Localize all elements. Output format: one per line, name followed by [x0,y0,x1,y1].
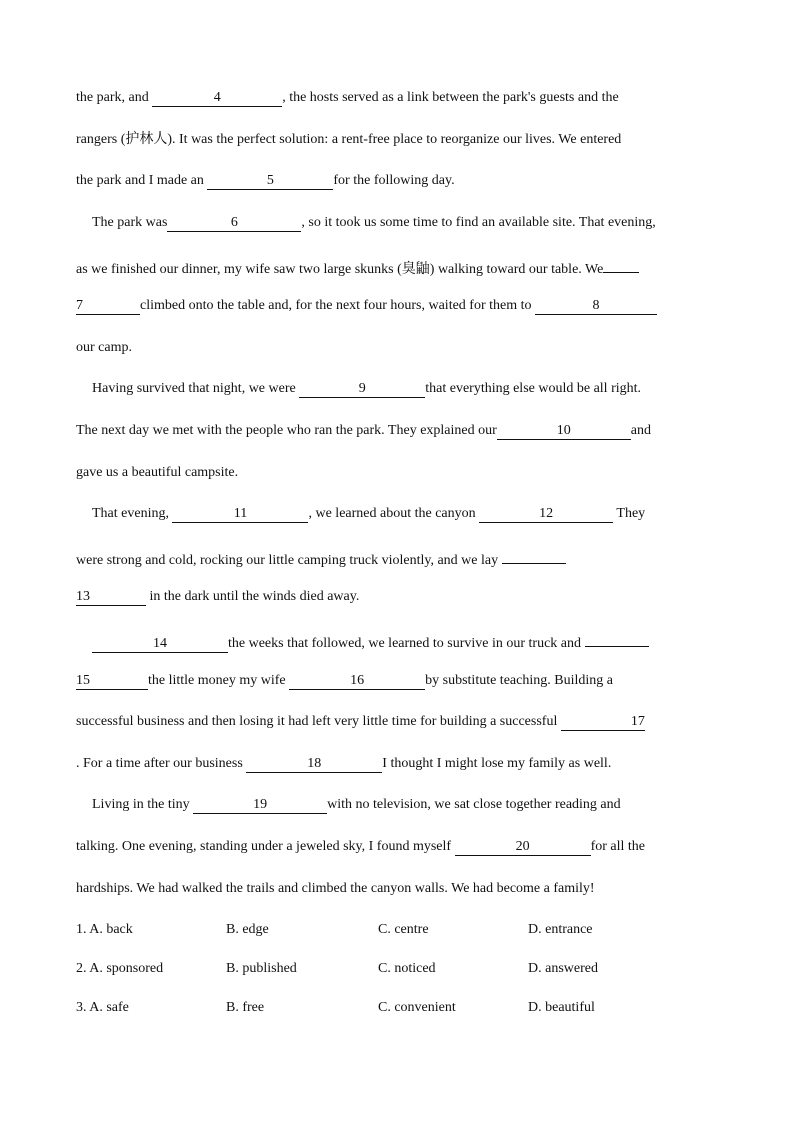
answer-blank: 9 [299,381,425,398]
answer-blank: 12 [479,506,613,523]
passage-text: Having survived that night, we were [92,381,300,396]
option-d: D. entrance [528,922,593,937]
passage-line [76,880,718,898]
passage-text: gave us a beautiful campsite. [76,465,239,480]
answer-blank: 4 [152,90,282,107]
passage-line [76,380,734,398]
answer-blank: 13 [76,589,146,606]
passage-text: That evening, [92,506,173,521]
passage-text: the park, and [76,90,153,105]
passage-text: for all the [590,839,645,854]
answer-blank: 19 [193,797,327,814]
passage-line [76,422,718,440]
answer-blank [502,547,566,564]
option-a: 3. A. safe [76,1000,129,1015]
passage-line [76,755,718,773]
answer-blank: 14 [92,636,228,653]
answer-blank: 18 [246,756,382,773]
passage-line [76,172,718,190]
passage-line [76,214,734,232]
passage-text: , we learned about the canyon [308,506,480,521]
passage-text: I thought I might lose my family as well. [382,756,612,771]
passage-line [76,838,718,856]
passage-text: our camp. [76,340,132,355]
passage-line [76,297,718,315]
passage-text: The next day we met with the people who ran the park. They explained our [76,423,497,438]
passage-text: were strong and cold, rocking our little camping truck violently, and we lay [76,553,502,568]
passage-text: the little money my wife [148,673,290,688]
answer-blank [603,256,639,273]
passage-line [76,89,718,107]
answer-blank: 5 [207,173,333,190]
passage-line [76,672,718,690]
passage-text: Living in the tiny [92,797,194,812]
passage-text: They [613,506,646,521]
option-b: B. free [226,1000,265,1015]
passage-text: with no television, we sat close together reading and [327,797,621,812]
answer-blank: 17 [561,714,645,731]
passage-line [76,256,718,279]
passage-line [76,713,718,731]
passage-line [76,131,718,149]
passage-text: successful business and then losing it had left very little time for building a successful [76,714,561,729]
passage-text: that everything else would be all right. [425,381,642,396]
answer-blank: 16 [289,673,425,690]
answer-blank: 10 [497,423,631,440]
answer-blank: 6 [167,215,301,232]
answer-blank: 8 [535,298,657,315]
passage-line [76,588,718,606]
passage-text: The park was [92,215,168,230]
option-d: D. answered [528,961,598,976]
answer-blank [585,630,649,647]
option-a: 1. A. back [76,922,133,937]
passage-text: in the dark until the winds died away. [146,589,360,604]
answer-blank: 20 [455,839,591,856]
passage-line [76,796,734,814]
option-b: B. published [226,961,297,976]
option-c: C. noticed [378,961,436,976]
passage-text: talking. One evening, standing under a jeweled sky, I found myself [76,839,455,854]
option-b: B. edge [226,922,269,937]
passage-line [76,547,718,570]
option-d: D. beautiful [528,1000,595,1015]
passage-line [76,630,734,653]
answer-blank: 11 [172,506,308,523]
passage-text: hardships. We had walked the trails and climbed the canyon walls. We had become a family! [76,881,595,896]
passage-text: . For a time after our business [76,756,247,771]
passage-text: as we finished our dinner, my wife saw two large skunks (臭鼬) walking toward our table. We [76,262,604,277]
passage-text: the weeks that followed, we learned to survive in our truck and [228,636,585,651]
passage-text: climbed onto the table and, for the next four hours, waited for them to [140,298,536,313]
passage-text: and [630,423,651,438]
passage-line [76,464,718,482]
option-c: C. centre [378,922,429,937]
passage-line [76,339,718,357]
passage-text: by substitute teaching. Building a [425,673,613,688]
option-c: C. convenient [378,1000,456,1015]
passage-text: , the hosts served as a link between the park's guests and the [282,90,619,105]
answer-blank: 7 [76,298,140,315]
passage-line [76,505,734,523]
answer-blank: 15 [76,673,148,690]
option-a: 2. A. sponsored [76,961,164,976]
passage-text: , so it took us some time to find an available site. That evening, [301,215,656,230]
passage-text: rangers (护林人). It was the perfect solution: a rent-free place to reorganize our lives. We entered [76,132,622,147]
passage-text: for the following day. [333,173,455,188]
passage-text: the park and I made an [76,173,208,188]
